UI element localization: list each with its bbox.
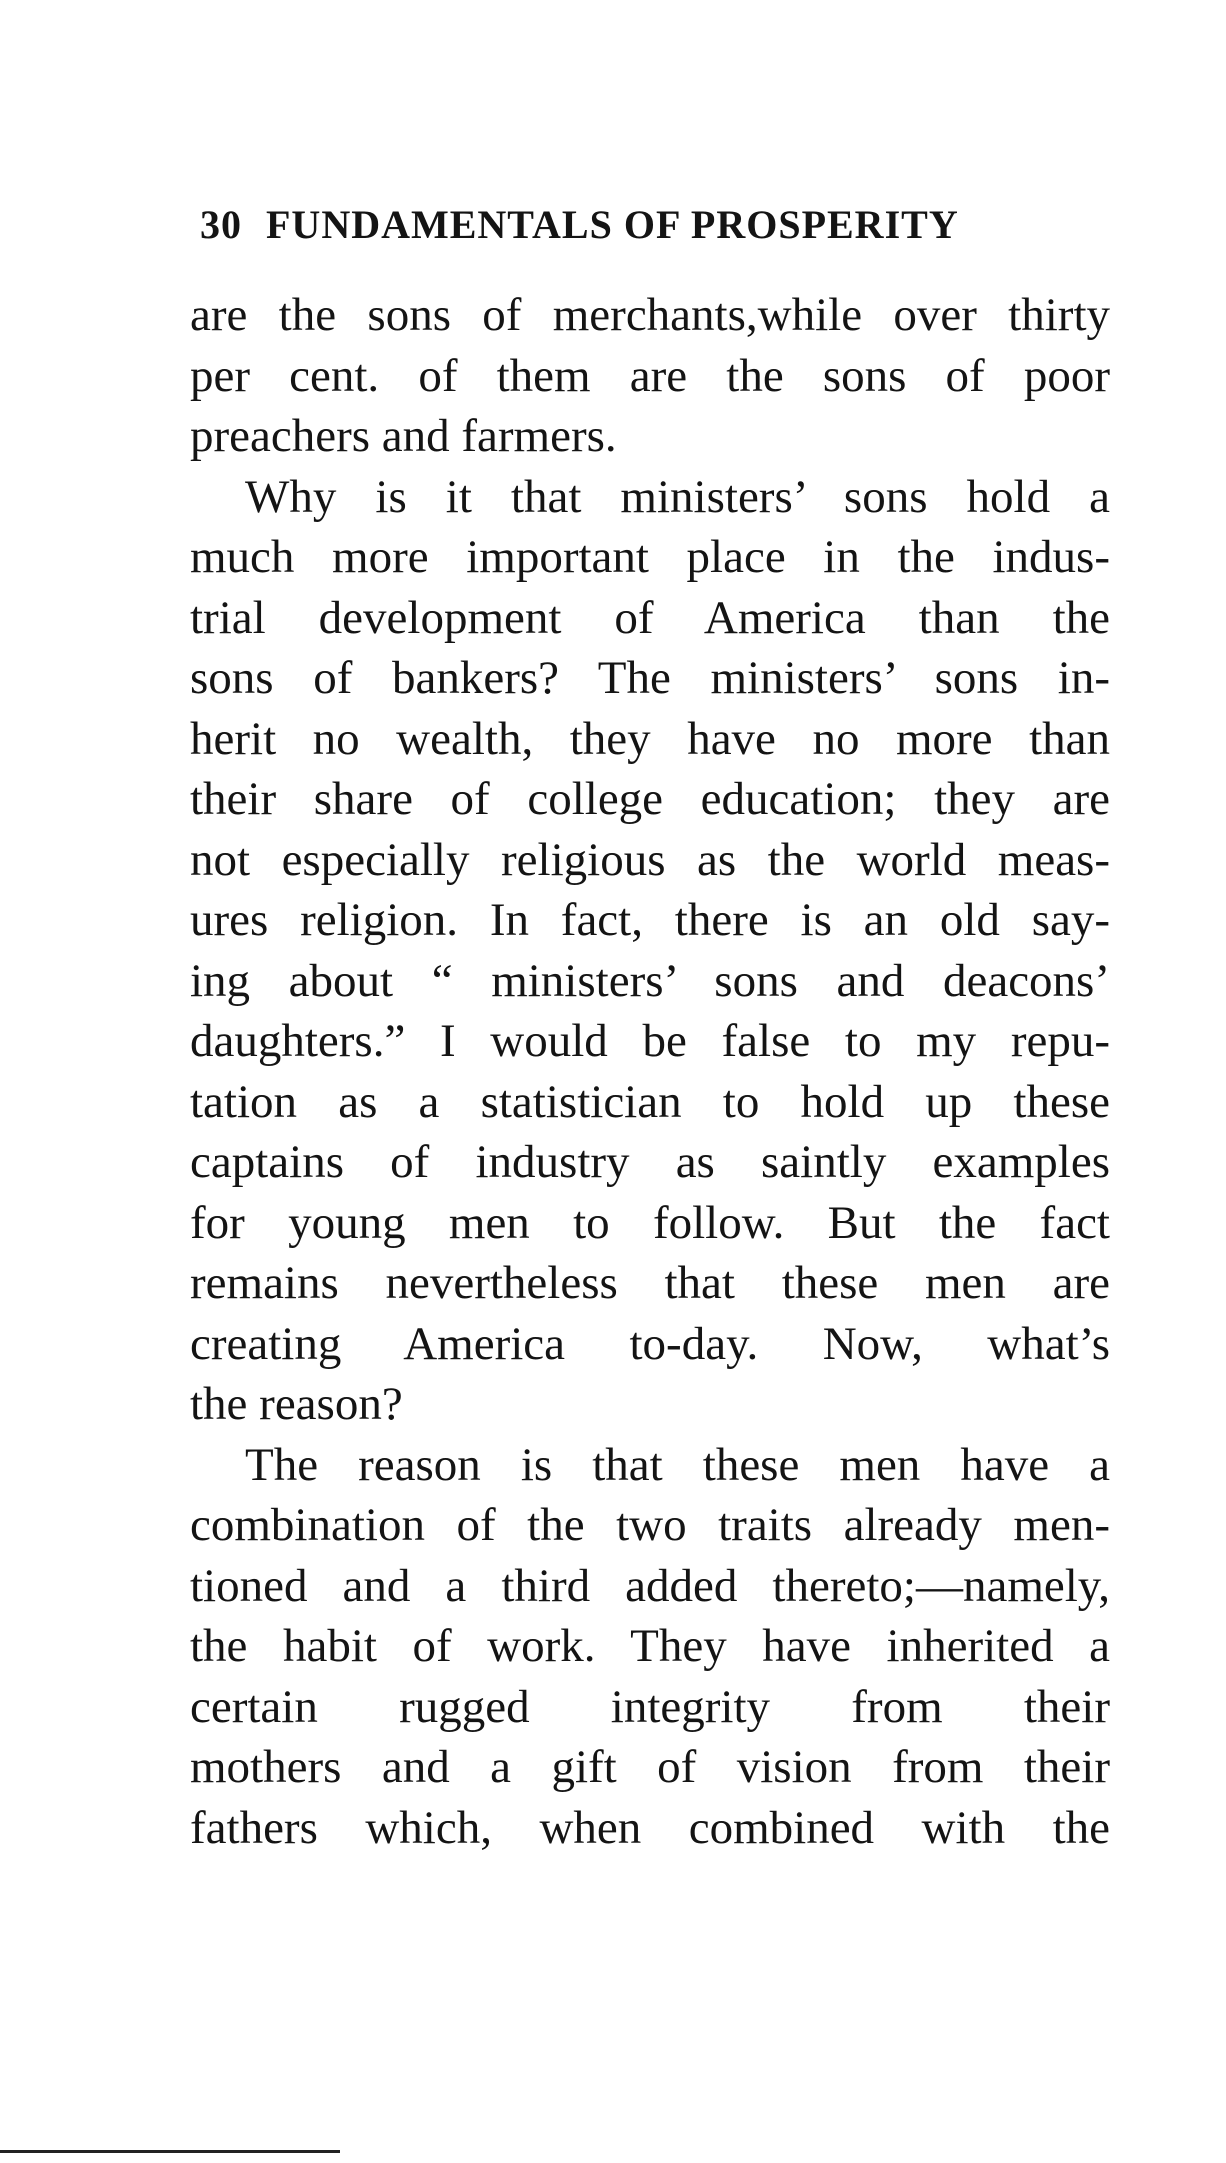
text-line: certain rugged integrity from their <box>190 1680 1110 1733</box>
text-line: preachers and farmers. <box>190 410 617 462</box>
paragraph-2 <box>190 467 1110 1435</box>
text-line: captains of industry as saintly examples <box>190 1136 1110 1188</box>
text-line: for young men to follow. But the fact <box>190 1196 1110 1249</box>
running-title: FUNDAMENTALS OF PROSPERITY <box>266 202 959 247</box>
text-line: their share of college education; they are <box>190 773 1110 825</box>
paragraph-1 <box>190 285 1110 467</box>
scan-edge-line <box>0 2150 340 2153</box>
text-line: are the sons of merchants,while over thirty <box>190 289 1110 341</box>
body-text <box>190 285 1110 1858</box>
text-line: herit no wealth, they have no more than <box>190 712 1110 765</box>
text-line: per cent. of them are the sons of poor <box>190 349 1110 402</box>
text-line: mothers and a gift of vision from their <box>190 1741 1110 1793</box>
text-line: tioned and a third added thereto;—namely, <box>190 1559 1110 1612</box>
text-line: combination of the two traits already men- <box>190 1499 1110 1551</box>
running-head <box>200 200 1050 250</box>
text-line: fathers which, when combined with the <box>190 1801 1110 1854</box>
text-line: the reason? <box>190 1378 403 1430</box>
text-line: trial development of America than the <box>190 591 1110 644</box>
text-line: daughters.” I would be false to my repu- <box>190 1015 1110 1067</box>
text-line: The reason is that these men have a <box>245 1438 1110 1491</box>
text-line: tation as a statistician to hold up these <box>190 1075 1110 1128</box>
text-line: ures religion. In fact, there is an old say- <box>190 894 1110 946</box>
text-line: not especially religious as the world meas- <box>190 833 1110 886</box>
text-line: creating America to-day. Now, what’s <box>190 1317 1110 1370</box>
text-line: the habit of work. They have inherited a <box>190 1620 1110 1672</box>
text-line: much more important place in the indus- <box>190 531 1110 583</box>
text-line: remains nevertheless that these men are <box>190 1257 1110 1309</box>
text-line: sons of bankers? The ministers’ sons in- <box>190 652 1110 704</box>
page-number: 30 <box>200 202 242 247</box>
text-line: Why is it that ministers’ sons hold a <box>245 470 1110 523</box>
paragraph-3 <box>190 1435 1110 1859</box>
text-line: ing about “ ministers’ sons and deacons’ <box>190 954 1110 1007</box>
